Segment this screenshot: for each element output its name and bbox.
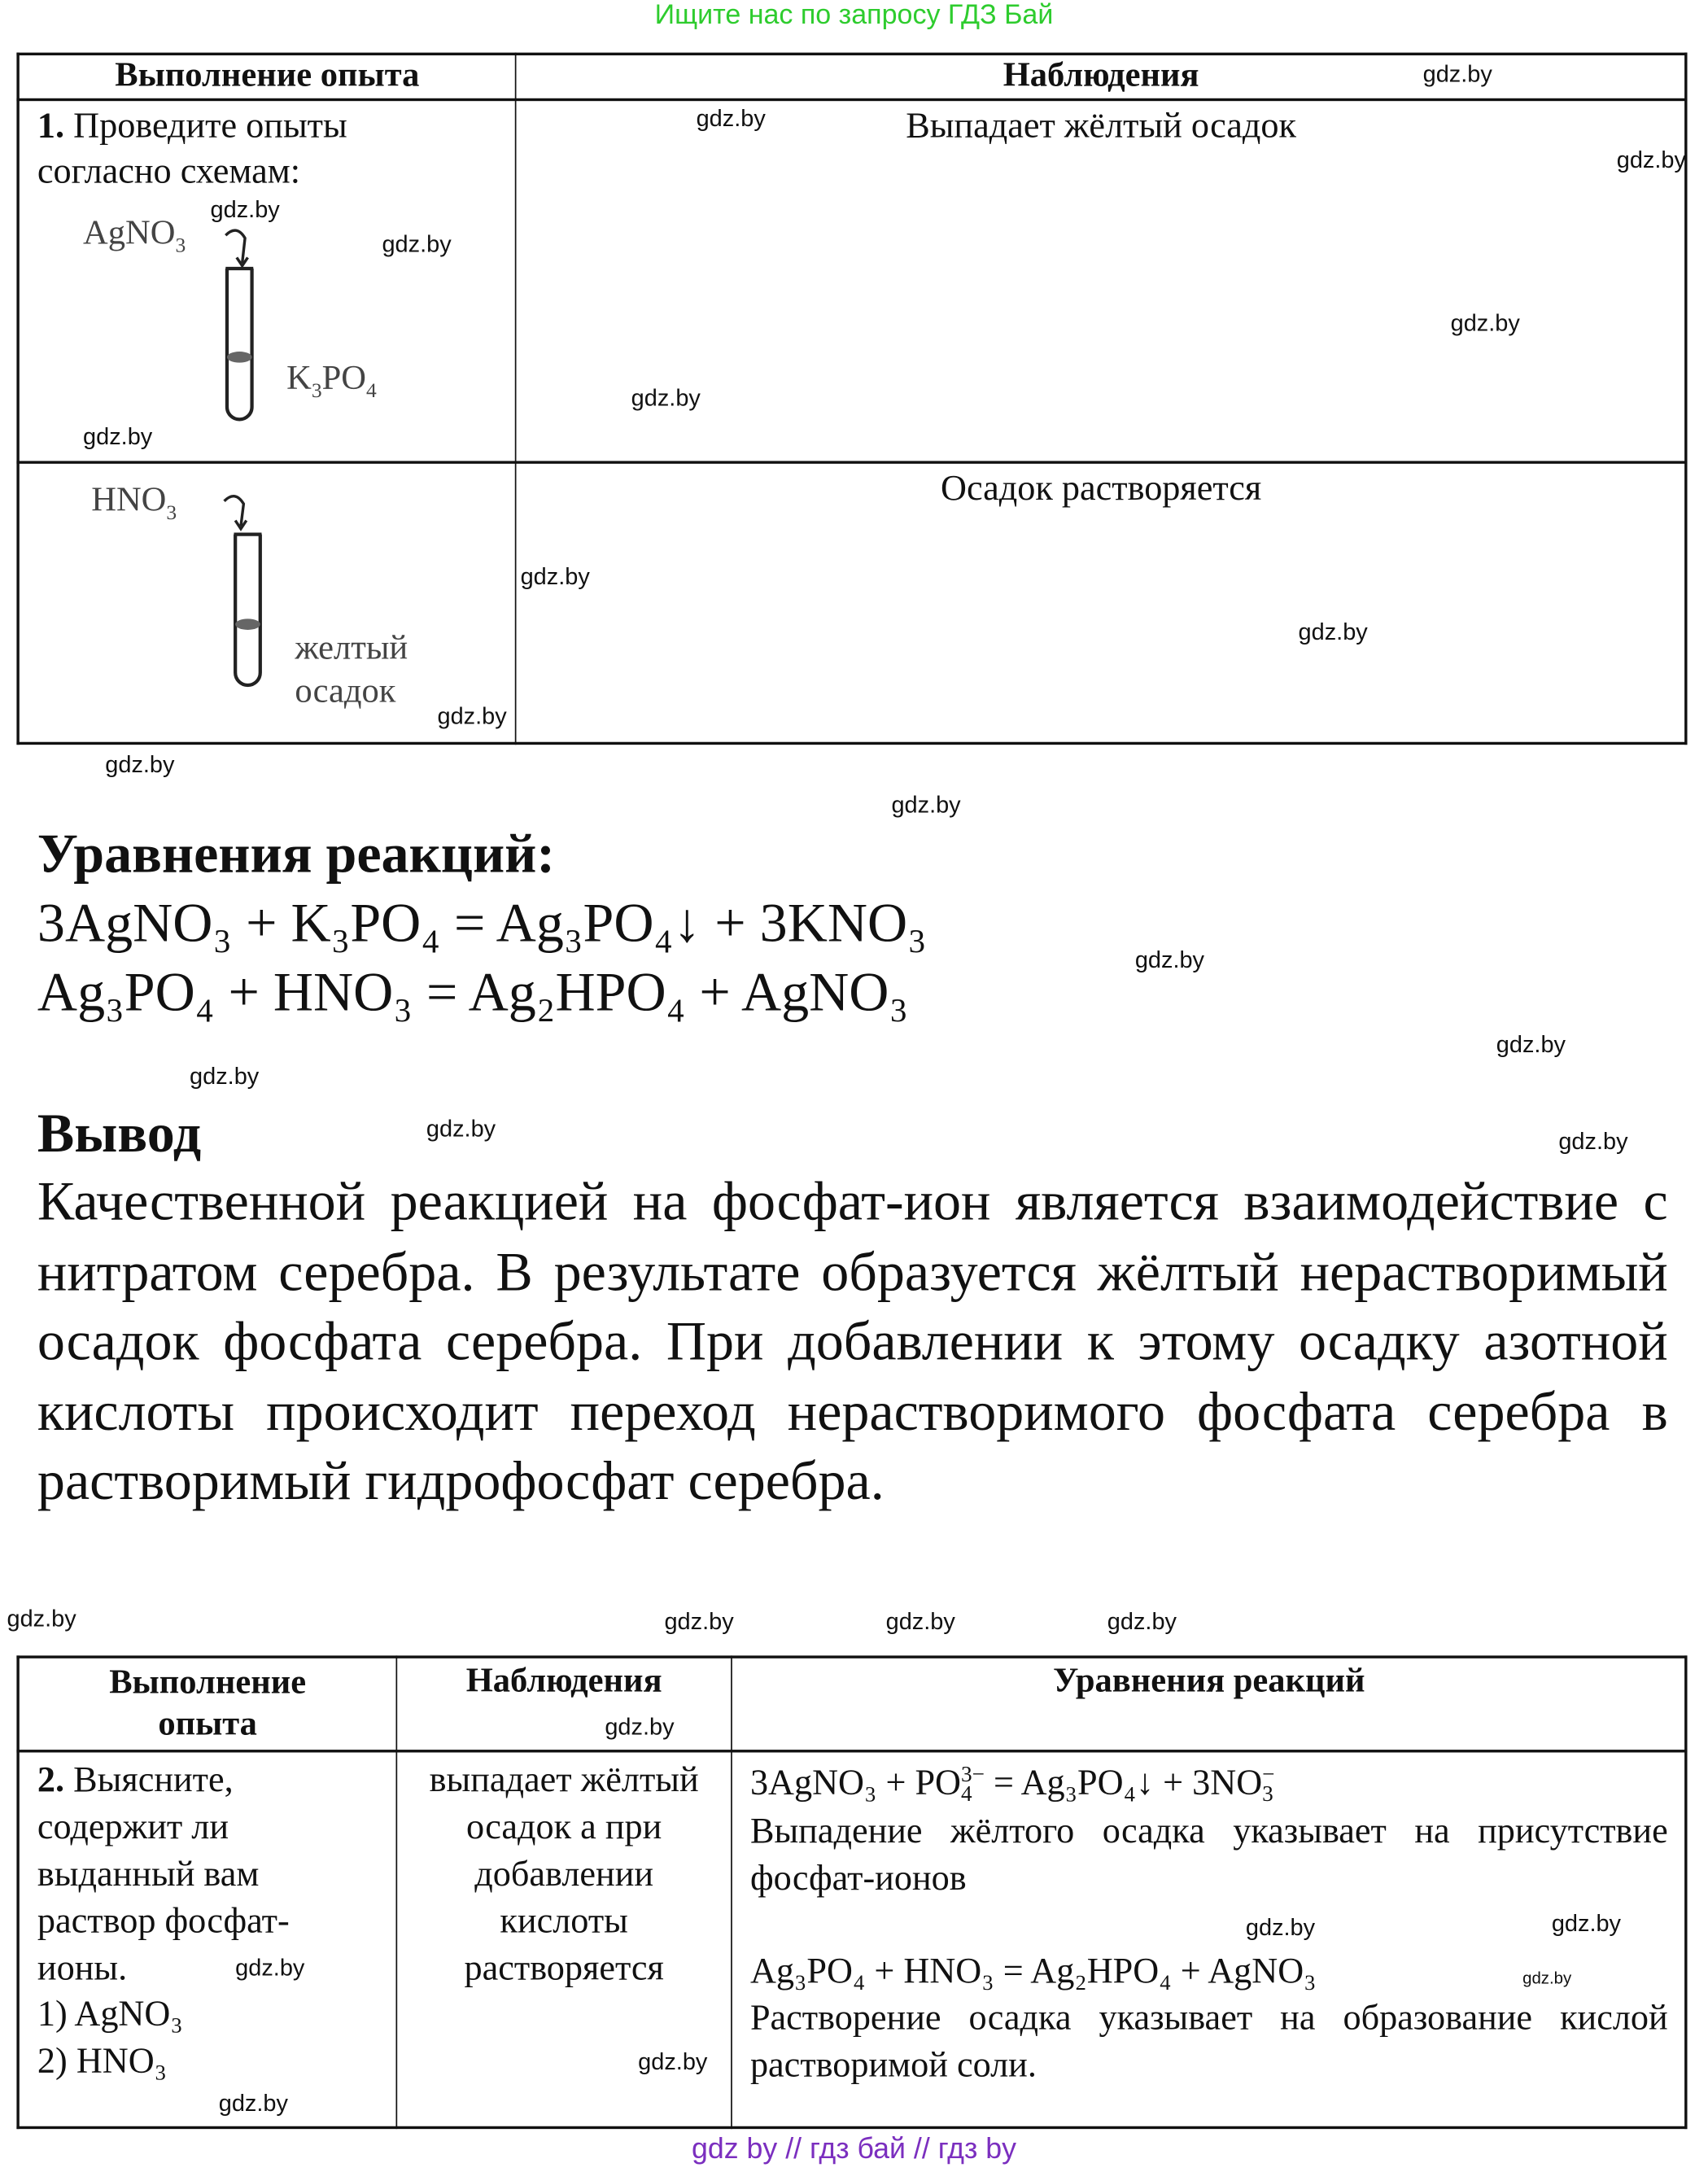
watermark: gdz.by — [190, 1063, 260, 1090]
task-2: 2. Выясните, содержит ли выданный вам раствор фосфат-ионы. — [37, 1759, 290, 1988]
reagent-agno3: AgNO$_3$ — [83, 214, 186, 258]
equation-2: Ag₃PO₄ + HNO₃ = Ag₂HPO₄ + AgNO₃ — [37, 960, 909, 1024]
watermark: gdz.by — [382, 231, 452, 258]
equation-2b-note: Растворение осадка указывает на образование кислой растворимой соли. — [749, 1997, 1668, 2085]
conclusion-title: Вывод — [37, 1101, 202, 1165]
reagent-hno3: $HNO_3$ — [91, 481, 177, 525]
ionic-equation: 3AgNO₃ + PO 3− 4 = Ag₃PO₄↓ + 3NO − 3 — [749, 1762, 1275, 1807]
header-equations: Уравнения реакций — [1053, 1662, 1365, 1700]
header-procedure: Выполнение опыта — [109, 1663, 307, 1743]
watermark: gdz.by — [1107, 1608, 1177, 1635]
watermark: gdz.by — [105, 751, 175, 778]
tube-label: желтый — [295, 629, 408, 667]
task-number: 1. — [37, 105, 65, 146]
watermark: gdz.by — [1496, 1031, 1566, 1058]
watermark: gdz.by — [605, 1713, 675, 1741]
equation-1: 3AgNO₃ + K₃PO₄ = Ag₃PO₄↓ + 3KNO₃ — [37, 891, 927, 954]
observation-2: Осадок растворяется — [941, 467, 1262, 509]
watermark: gdz.by — [1616, 146, 1686, 173]
watermark: gdz.by — [210, 196, 280, 223]
watermark: gdz.by — [235, 1954, 305, 1982]
header-observations: Наблюдения — [1003, 56, 1199, 94]
observation-1: Выпадает жёлтый осадок — [906, 105, 1297, 146]
watermark: gdz.by — [520, 563, 590, 590]
task-2-item-2: 2) HNO₃ — [37, 2040, 168, 2081]
header-observations: Наблюдения — [465, 1662, 662, 1700]
watermark: gdz.by — [638, 2048, 708, 2075]
watermark: gdz.by — [437, 703, 507, 730]
watermark: gdz.by — [1298, 618, 1368, 645]
header-procedure: Выполнение опыта — [115, 56, 420, 94]
watermark: gdz.by — [1558, 1128, 1628, 1155]
watermark: gdz.by — [664, 1608, 734, 1635]
task-text: Проведите опыты — [73, 105, 347, 146]
ionic-equation-note: Выпадение жёлтого осадка указывает на присутствие фосфат-ионов — [749, 1810, 1668, 1899]
watermark: gdz.by — [426, 1116, 496, 1143]
task-2-item-1: 1) AgNO₃ — [37, 1993, 183, 2034]
conclusion-text: Качественной реакцией на фосфат-ион является взаимодействие с нитратом серебра. В результате образуется жёлтый нерастворимый осадок фосфата серебра. При добавлении к этому осадку азотной кислоты происходит переход нерастворимого фосфата серебра в растворимый гидрофосфат серебра. — [37, 1169, 1668, 1513]
watermark: gdz.by — [218, 2090, 288, 2117]
test-tube-icon — [201, 221, 270, 422]
watermark: gdz.by — [1422, 60, 1492, 88]
watermark: gdz.by — [1134, 946, 1205, 973]
reagent-k3po4: $K_3PO_4$ — [286, 360, 377, 403]
watermark: gdz.by — [1522, 1968, 1572, 1988]
watermark: gdz.by — [1450, 310, 1520, 337]
watermark: gdz.by — [891, 791, 961, 819]
task-text-2: согласно схемам: — [37, 151, 301, 191]
watermark: gdz.by — [1245, 1914, 1316, 1941]
footer-links[interactable]: gdz by // гдз бай // гдз by — [692, 2133, 1017, 2165]
search-banner[interactable]: Ищите нас по запросу ГДЗ Бай — [654, 0, 1054, 31]
watermark: gdz.by — [631, 384, 701, 412]
watermark: gdz.by — [7, 1606, 76, 1632]
observation-task-2: выпадает жёлтый осадок а при добавлении кислоты растворяется — [429, 1759, 699, 1988]
watermark: gdz.by — [1551, 1910, 1622, 1937]
watermark: gdz.by — [83, 423, 153, 450]
watermark: gdz.by — [885, 1608, 955, 1635]
test-tube-icon — [211, 487, 280, 688]
tube-label: осадок — [295, 672, 396, 710]
equations-title: Уравнения реакций: — [37, 822, 556, 885]
equation-2b: Ag₃PO₄ + HNO₃ = Ag₂HPO₄ + AgNO₃ — [749, 1950, 1317, 1991]
watermark: gdz.by — [696, 105, 766, 132]
